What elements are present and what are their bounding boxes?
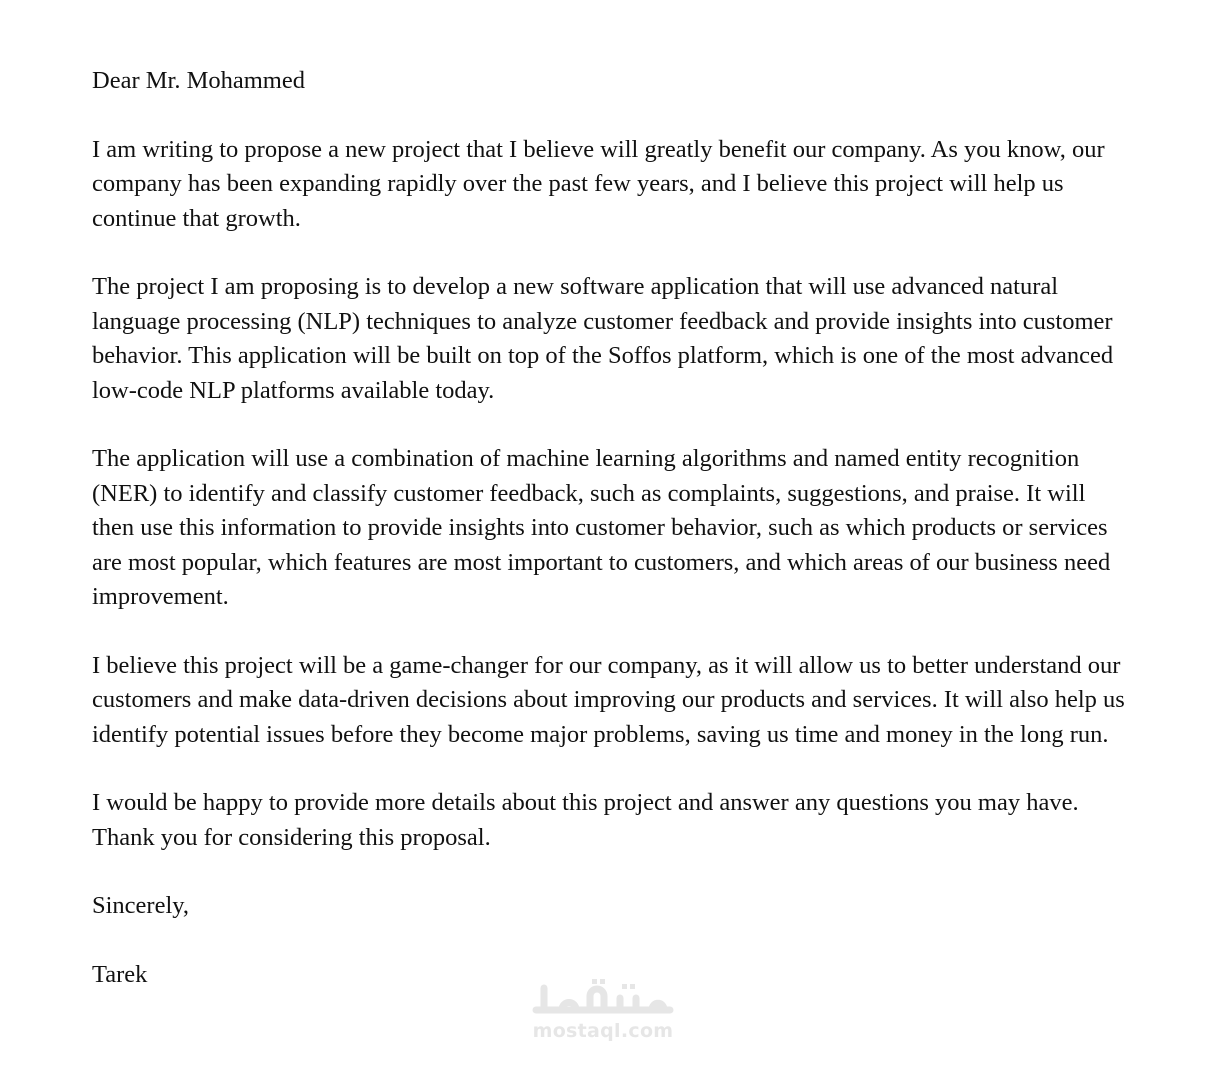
letter-signature: Tarek [92,960,148,988]
letter-paragraph: I am writing to propose a new project that I believe will greatly benefit our company. As you know, our company has been expanding rapidly over the past few years, and I believe this project will help us continue that growth. [92,135,1105,232]
watermark-site-text: mostaql.com [532,1020,674,1042]
letter-paragraph: The project I am proposing is to develop a new software application that will use advanced natural language processing (NLP) techniques to analyze customer feedback and provide insights into customer behavior. This application will be built on top of the Soffos platform, which is one of the most advanced low-code NLP platforms available today. [92,273,1114,404]
letter-closing: Sincerely, [92,892,190,919]
letter-paragraph: The application will use a combination of machine learning algorithms and named entity recognition (NER) to identify and classify customer feedback, such as complaints, suggestions, and praise. It will then use this information to provide insights into customer behavior, such as which products or services are most popular, which features are most important to customers, and which areas of our business need improvement. [92,445,1111,610]
letter-paragraph: I would be happy to provide more details about this project and answer any questions you may have. Thank you for considering this proposal. [92,789,1079,851]
letter-paragraph: I believe this project will be a game-changer for our company, as it will allow us to better understand our customers and make data-driven decisions about improving our products and services. It will also help us identify potential issues before they become major problems, saving us time and money in the long run. [92,651,1125,748]
letter-body [92,64,1132,992]
letter-greeting: Dear Mr. Mohammed [92,67,305,94]
mostaql-watermark [528,976,682,1048]
mostaql-logo-icon [528,976,678,1020]
